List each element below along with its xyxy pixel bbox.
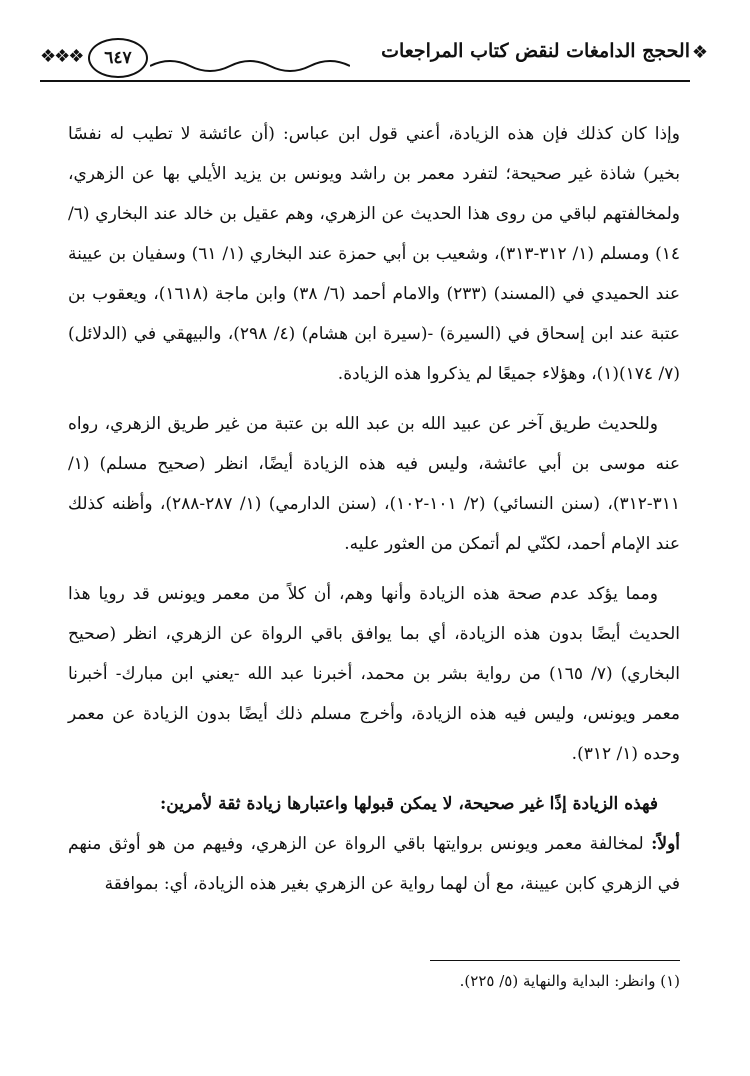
footnote-divider [430, 960, 680, 961]
paragraph-4: فهذه الزيادة إذًا غير صحيحة، لا يمكن قبولها واعتبارها زيادة ثقة لأمرين: [160, 794, 658, 814]
footnote: (١) وانظر: البداية والنهاية (٥/ ٢٢٥). [459, 972, 680, 990]
main-text [68, 114, 680, 904]
paragraph-5 [68, 824, 680, 904]
ornament-right-icon: ❖ [691, 42, 708, 63]
paragraph-5-text: لمخالفة معمر ويونس بروايتها باقي الرواة عن الزهري، وفيهم من هو أوثق منهم في الزهري كابن عيينة، مع أن لهما رواية عن الزهري بغير هذه الزيادة، أي: بموافقة [68, 834, 680, 894]
header-divider [40, 80, 690, 82]
running-title: الحجج الدامغات لنقض كتاب المراجعات [381, 40, 690, 62]
paragraph-2: وللحديث طريق آخر عن عبيد الله بن عبد الله بن عتبة من غير طريق الزهري، رواه عنه موسى بن أبي عائشة، وليس فيه هذه الزيادة أيضًا، انظر (صحيح مسلم) (١/ ٣١١-٣١٢)، (سنن النسائي) (٢/ ١٠١-١٠٢)، (سنن الدارمي) (١/ ٢٨٧-٢٨٨)، وأظنه كذلك عند الإمام أحمد، لكنّي لم أتمكن من العثور عليه. [68, 414, 681, 554]
paragraph-1: وإذا كان كذلك فإن هذه الزيادة، أعني قول ابن عباس: (أن عائشة لا تطيب له نفسًا بخير) شاذة غير صحيحة؛ لتفرد معمر بن راشد ويونس بن يزيد الأيلي بها عن الزهري، ولمخالفتهم لباقي من روى هذا الحديث عن الزهري، وهم عقيل بن خالد عند البخاري (٦/ ١٤) ومسلم (١/ ٣١٢-٣١٣)، وشعيب بن أبي حمزة عند البخاري (١/ ٦١) وسفيان بن عيينة عند الحميدي في (المسند) (٢٣٣) والامام أحمد (٦/ ٣٨) وابن ماجة (١٦١٨)، ويعقوب بن عتبة عند ابن إسحاق في (السيرة) -(سيرة ابن هشام) (٤/ ٢٩٨)، والبيهقي في (الدلائل) (٧/ ١٧٤)(١)، وهؤلاء جميعًا لم يذكروا هذه الزيادة. [68, 124, 681, 384]
decorative-flourish-icon [150, 56, 350, 76]
page-header [40, 38, 708, 84]
page-number: ٦٤٧ [88, 38, 148, 78]
paragraph-5-lead: أولاً: [651, 834, 680, 854]
paragraph-3: ومما يؤكد عدم صحة هذه الزيادة وأنها وهم، أن كلاً من معمر ويونس قد رويا هذا الحديث أيضًا بدون هذه الزيادة، أي بما يوافق باقي الرواة عن الزهري، انظر (صحيح البخاري) (٧/ ١٦٥) من رواية بشر بن محمد، أخبرنا عبد الله -يعني ابن مبارك- أخبرنا معمر ويونس، وليس فيه هذه الزيادة، وأخرج مسلم ذلك أيضًا بدون الزيادة عن معمر وحده (١/ ٣١٢). [68, 584, 680, 764]
ornament-left-icon: ❖❖❖ [40, 46, 83, 67]
